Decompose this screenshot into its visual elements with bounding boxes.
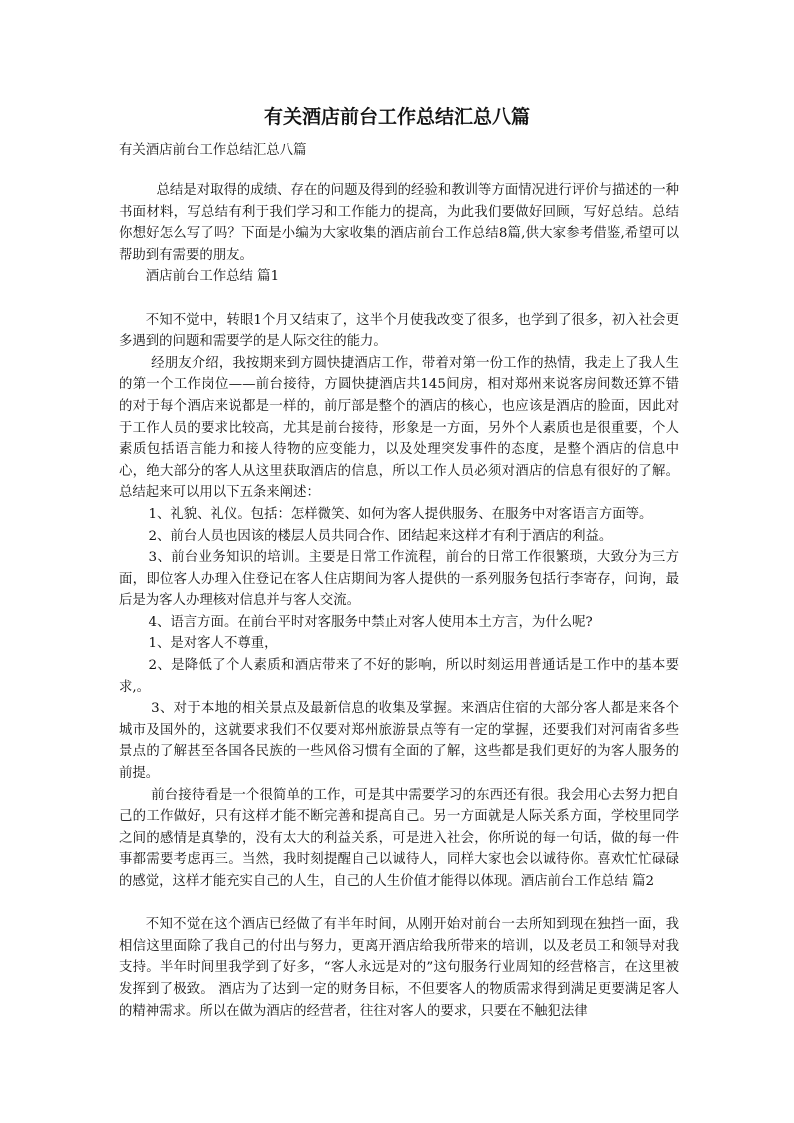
section1-list-item-1: 1、礼貌、礼仪。包括：怎样微笑、如何为客人提供服务、在服务中对客语言方面等。 (148, 506, 653, 522)
section1-list-item-2: 2、前台人员也因该的楼层人员共同合作、团结起来这样才有利于酒店的利益。 (148, 528, 613, 544)
section1-list-item-5: 3、对于本地的相关景点及最新信息的收集及掌握。来酒店住宿的大部分客人都是来各个城市及国外的，这就要求我们不仅要对郑州旅游景点等有一定的掌握，还要我们对河南省多些景点的了解甚至各国各民族的一些风俗习惯有全面的了解，这些都是我们更好的为客人服务的前提。 (119, 701, 679, 782)
document-title: 有关酒店前台工作总结汇总八篇 (263, 106, 530, 128)
document-subtitle: 有关酒店前台工作总结汇总八篇 (119, 143, 307, 158)
section-heading-1: 酒店前台工作总结 篇1 (145, 269, 280, 285)
section2-paragraph-1: 不知不觉在这个酒店已经做了有半年时间，从刚开始对前台一去所知到现在独挡一面，我相信这里面除了我自己的付出与努力，更离开酒店给我所带来的培训，以及老员工和领导对我支持。半年时间里我学到了好多，“客人永远是对的”这句服务行业周知的经营格言，在这里被发挥到了极致。 酒店为了达到一定的财务目标，不但要客人的物质需求得到满足更要满足客人的精神需求。所以在做为酒店的经营者，往往对客人的要求，只要在不触犯法律 (119, 917, 679, 1019)
paragraph-gap (119, 893, 679, 915)
section1-sub-item-1: 1、是对客人不尊重， (148, 636, 278, 652)
intro-paragraph: 总结是对取得的成绩、存在的问题及得到的经验和教训等方面情况进行评价与描述的一种书面材料，写总结有利于我们学习和工作能力的提高，为此我们要做好回顾，写好总结。总结你想好怎么写了吗？下面是小编为大家收集的酒店前台工作总结8篇,供大家参考借鉴,希望可以帮助到有需要的朋友。 (119, 183, 679, 263)
document-body (119, 180, 679, 1022)
section1-sub-item-2: 2、是降低了个人素质和酒店带来了不好的影响，所以时刻运用普通话是工作中的基本要求,。 (119, 658, 679, 695)
paragraph-gap (119, 288, 679, 310)
section1-list-item-3: 3、前台业务知识的培训。主要是日常工作流程，前台的日常工作很繁琐，大致分为三方面，即位客人办理入住登记在客人住店期间为客人提供的一系列服务包括行李寄存，问询，最后是为客人办理核对信息并与客人交流。 (119, 550, 679, 609)
section1-list-item-4: 4、语言方面。在前台平时对客服务中禁止对客人使用本土方言，为什么呢? (148, 614, 593, 630)
section1-paragraph-2: 经朋友介绍，我按期来到方圆快捷酒店工作，带着对第一份工作的热情，我走上了我人生的第一个工作岗位——前台接待，方圆快捷酒店共145间房，相对郑州来说客房间数还算不错的对于每个酒店来说都是一样的，前厅部是整个的酒店的核心，也应该是酒店的脸面，因此对于工作人员的要求比较高，尤其是前台接待，形象是一方面，另外个人素质也是很重要，个人素质包括语言能力和接人待物的应变能力，以及处理突发事件的态度，是整个酒店的信息中心，绝大部分的客人从这里获取酒店的信息，所以工作人员必须对酒店的信息有很好的了解。总结起来可以用以下五条来阐述： (119, 355, 679, 501)
section1-paragraph-1: 不知不觉中，转眼1个月又结束了，这半个月使我改变了很多，也学到了很多，初入社会更多遇到的问题和需要学的是人际交往的能力。 (119, 312, 679, 350)
section1-paragraph-3: 前台接待看是一个很简单的工作，可是其中需要学习的东西还有很。我会用心去努力把自己的工作做好，只有这样才能不断完善和提高自己。另一方面就是人际关系方面，学校里同学之间的感情是真挚的，没有太大的利益关系，可是进入社会，你所说的每一句话，做的每一件事都需要考虑再三。当然，我时刻提醒自己以诚待人，同样大家也会以诚待你。喜欢忙忙碌碌的感觉，这样才能充实自己的人生，自己的人生价值才能得以体现。酒店前台工作总结 篇2 (119, 787, 679, 889)
